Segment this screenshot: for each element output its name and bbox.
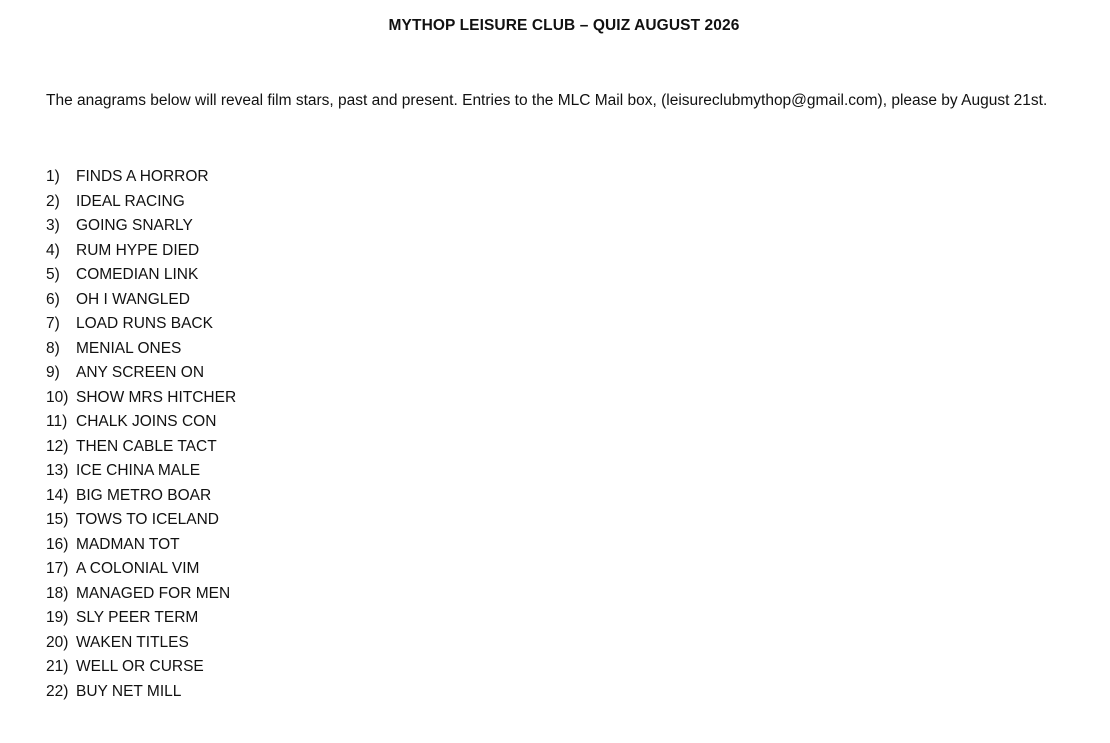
- item-number: 22): [46, 682, 69, 700]
- list-item: [46, 606, 236, 631]
- anagram-text: GOING SNARLY: [76, 217, 193, 235]
- anagram-text: IDEAL RACING: [76, 192, 185, 210]
- item-number: 21): [46, 658, 69, 676]
- item-number: 5): [46, 266, 60, 284]
- item-number: 6): [46, 290, 60, 308]
- anagram-text: TOWS TO ICELAND: [76, 511, 219, 529]
- anagram-text: SLY PEER TERM: [76, 609, 199, 627]
- anagram-text: RUM HYPE DIED: [76, 241, 200, 259]
- item-number: 20): [46, 633, 69, 651]
- anagram-list: [46, 165, 236, 704]
- item-number: 10): [46, 388, 69, 406]
- item-number: 14): [46, 486, 69, 504]
- anagram-text: MANAGED FOR MEN: [76, 584, 231, 602]
- item-number: 4): [46, 241, 60, 259]
- item-number: 17): [46, 560, 69, 578]
- quiz-title: MYTHOP LEISURE CLUB – QUIZ AUGUST 2026: [388, 17, 740, 34]
- anagram-text: WELL OR CURSE: [76, 658, 204, 676]
- item-number: 15): [46, 511, 69, 529]
- list-item: [46, 386, 236, 411]
- list-item: [46, 337, 236, 362]
- item-number: 8): [46, 339, 60, 357]
- item-number: 13): [46, 462, 69, 480]
- list-item: [46, 288, 236, 313]
- anagram-text: FINDS A HORROR: [76, 168, 209, 186]
- list-item: [46, 631, 236, 656]
- anagram-text: SHOW MRS HITCHER: [76, 388, 237, 406]
- anagram-text: OH I WANGLED: [76, 290, 190, 308]
- anagram-text: MENIAL ONES: [76, 339, 182, 357]
- list-item: [46, 582, 236, 607]
- item-number: 2): [46, 192, 60, 210]
- item-number: 1): [46, 168, 60, 186]
- item-number: 18): [46, 584, 69, 602]
- item-number: 19): [46, 609, 69, 627]
- anagram-text: THEN CABLE TACT: [76, 437, 217, 455]
- quiz-intro: The anagrams below will reveal film stars, past and present. Entries to the MLC Mail box, (leisureclubmythop@gmail.com), please by August 21st.: [46, 92, 1048, 109]
- item-number: 16): [46, 535, 69, 553]
- list-item: [46, 680, 236, 705]
- anagram-text: BUY NET MILL: [76, 682, 182, 700]
- anagram-text: COMEDIAN LINK: [76, 266, 199, 284]
- item-number: 11): [46, 413, 68, 431]
- list-item: [46, 165, 236, 190]
- list-item: [46, 655, 236, 680]
- item-number: 7): [46, 315, 60, 333]
- list-item: [46, 214, 236, 239]
- anagram-text: CHALK JOINS CON: [76, 413, 217, 431]
- item-number: 9): [46, 364, 60, 382]
- anagram-text: A COLONIAL VIM: [76, 560, 200, 578]
- list-item: [46, 435, 236, 460]
- anagram-text: ICE CHINA MALE: [76, 462, 201, 480]
- list-item: [46, 263, 236, 288]
- item-number: 12): [46, 437, 69, 455]
- list-item: [46, 557, 236, 582]
- anagram-text: WAKEN TITLES: [76, 633, 189, 651]
- list-item: [46, 312, 236, 337]
- anagram-text: LOAD RUNS BACK: [76, 315, 213, 333]
- anagram-text: ANY SCREEN ON: [76, 364, 205, 382]
- list-item: [46, 361, 236, 386]
- anagram-text: MADMAN TOT: [76, 535, 180, 553]
- item-number: 3): [46, 217, 60, 235]
- list-item: [46, 239, 236, 264]
- list-item: [46, 484, 236, 509]
- anagram-text: BIG METRO BOAR: [76, 486, 212, 504]
- list-item: [46, 533, 236, 558]
- list-item: [46, 190, 236, 215]
- list-item: [46, 410, 236, 435]
- list-item: [46, 459, 236, 484]
- list-item: [46, 508, 236, 533]
